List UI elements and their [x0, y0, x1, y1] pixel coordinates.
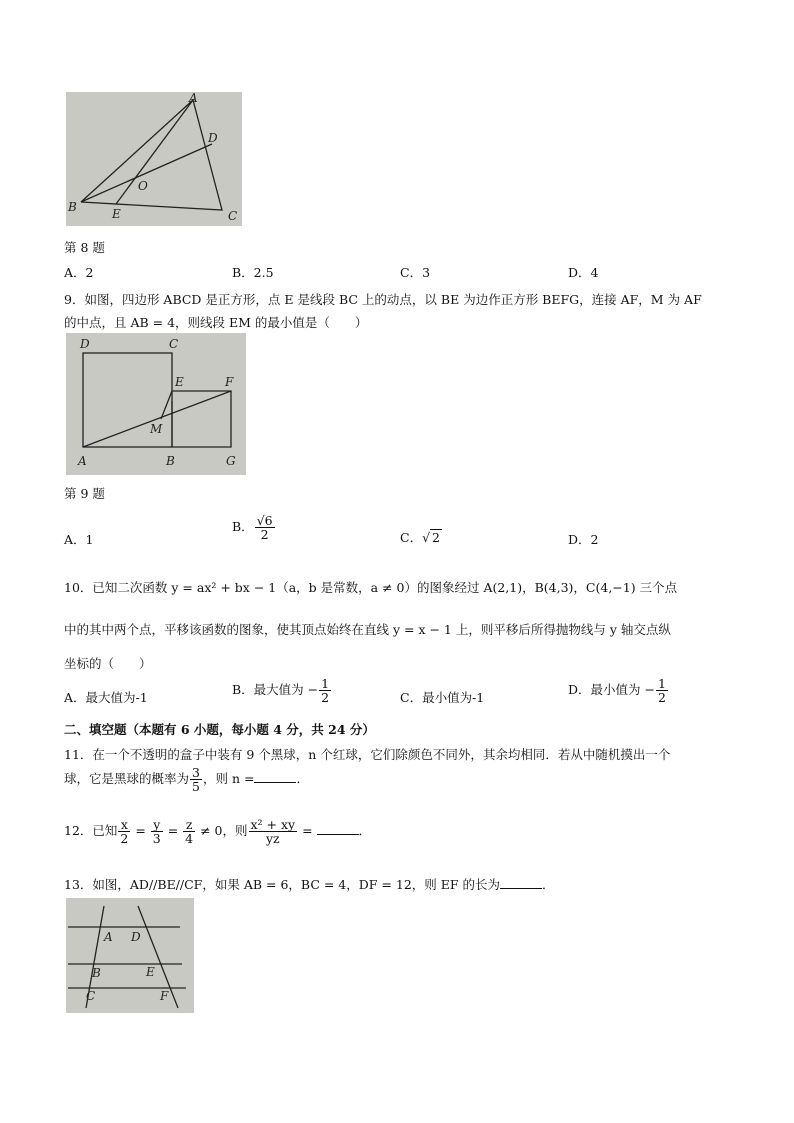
q10-option-d [568, 677, 669, 704]
answer-blank [254, 772, 296, 783]
fraction-denominator: 4 [185, 831, 194, 847]
figure-q8 [66, 92, 242, 226]
q11-line2-prefix: 球，它是黑球的概率为 [64, 771, 190, 787]
label-A: A [104, 930, 113, 944]
q12-eq: = [302, 823, 313, 839]
fraction-numerator: y [151, 818, 163, 832]
q10-option-d-label: D．最小值为 − [568, 682, 655, 698]
q10-option-b [232, 677, 332, 704]
label-A: A [189, 92, 198, 105]
label-G: G [226, 454, 236, 468]
q11-text-line1: 11．在一个不透明的盒子中装有 9 个黑球，n 个红球，它们除颜色不同外，其余均相同．若从中随机摸出一个 [64, 747, 671, 762]
q10-option-b-fraction [319, 677, 331, 704]
label-F: F [160, 989, 169, 1003]
q12-fraction-expression [249, 818, 298, 845]
q10-option-c: C．最小值为-1 [400, 690, 485, 705]
q8-option-a: A．2 [64, 265, 94, 280]
q9-option-c-label: C． [400, 530, 423, 545]
fraction-numerator: z [183, 818, 195, 832]
fraction-denominator: 2 [120, 831, 129, 847]
fraction-denominator: 2 [260, 527, 269, 543]
q13-text [64, 875, 555, 893]
q12-fraction-z [183, 818, 195, 845]
label-M: M [150, 422, 163, 436]
fraction-denominator: 5 [192, 779, 200, 795]
figure-q13-drawing [66, 898, 194, 1013]
fraction-numerator: √6 [256, 513, 273, 528]
q11-fraction [190, 766, 202, 793]
section-title: 二、填空题（本题有 6 小题，每小题 4 分，共 24 分） [64, 722, 375, 737]
caption-q8: 第 8 题 [64, 240, 105, 255]
label-D: D [131, 930, 141, 944]
label-A: A [78, 454, 87, 468]
q9-text-line1: 9．如图，四边形 ABCD 是正方形，点 E 是线段 BC 上的动点，以 BE 为边作正方形 BEFG，连接 AF，M 为 AF [64, 292, 702, 307]
label-D: D [80, 337, 90, 351]
fraction-numerator: 1 [657, 676, 666, 691]
q8-option-b: B．2.5 [232, 265, 274, 280]
label-C: C [169, 337, 179, 351]
q12-fraction-x [118, 818, 130, 845]
label-E: E [175, 375, 184, 389]
q13-line1: 13．如图，AD//BE//CF，如果 AB = 6，BC = 4，DF = 12，则 EF 的长为 [64, 877, 501, 892]
q12-fraction-y [151, 818, 163, 845]
label-E: E [146, 965, 155, 979]
q9-option-b-label: B． [232, 519, 254, 535]
q13-end: ． [542, 877, 555, 892]
label-B: B [166, 454, 175, 468]
q8-option-d: D．4 [568, 265, 599, 280]
q10-text-line2: 中的其中两个点，平移该函数的图象，使其顶点始终在直线 y = x − 1 上，则平移后所得抛物线与 y 轴交点纵 [64, 622, 671, 637]
q9-option-a: A．1 [64, 532, 94, 547]
q9-option-b [232, 514, 276, 541]
q12-end: ． [358, 823, 372, 839]
q9-option-b-fraction [255, 514, 275, 541]
answer-blank [317, 824, 359, 835]
label-B: B [92, 966, 101, 980]
q12-text: 12．已知 $\frac{x}{2}$ = $\frac{y}{3}$ = $\frac{z}{4}$ ≠ 0，则 $\frac{\text{x² + xy}}{yz}$ = ． [64, 817, 372, 847]
q9-text-line2: 的中点，且 AB = 4，则线段 EM 的最小值是（ ） [64, 315, 368, 330]
fraction-numerator: 1 [321, 676, 330, 691]
label-D: D [208, 131, 218, 145]
q12-neq: ≠ 0，则 [200, 823, 248, 839]
caption-q9: 第 9 题 [64, 486, 105, 501]
label-C: C [228, 209, 238, 223]
q10-option-d-fraction [656, 677, 668, 704]
q10-option-b-label: B．最大值为 − [232, 682, 319, 698]
fraction-denominator: 3 [152, 831, 161, 847]
q10-text-line1: 10．已知二次函数 y = ax² + bx − 1（a，b 是常数，a ≠ 0）的图象经过 A(2,1)，B(4,3)，C(4,−1) 三个点 [64, 580, 678, 595]
q9-option-c: C．√ 2 [400, 530, 440, 545]
fraction-numerator: 3 [192, 765, 200, 780]
q11-line2-suffix: ，则 n = [202, 771, 255, 787]
fraction-denominator: 2 [657, 690, 666, 706]
q12-prefix: 12．已知 [64, 823, 118, 839]
label-C: C [86, 989, 96, 1003]
q8-option-c: C．3 [400, 265, 431, 280]
q9-option-d: D．2 [568, 532, 599, 547]
fraction-denominator: 2 [321, 690, 330, 706]
figure-q8-drawing [66, 92, 242, 226]
label-B: B [68, 200, 77, 214]
fraction-denominator: yz [265, 831, 280, 847]
fraction-numerator: x [118, 818, 130, 832]
fraction-numerator: x² + xy [250, 817, 296, 832]
q11-text-line2 [64, 766, 309, 793]
label-O: O [138, 179, 148, 193]
figure-q9-drawing [66, 333, 246, 475]
label-E: E [112, 207, 121, 221]
q10-text-line3: 坐标的（ ） [64, 656, 152, 671]
q11-end: ． [296, 771, 309, 787]
figure-q13 [66, 898, 194, 1013]
figure-q9 [66, 333, 246, 475]
q9-option-c-radicand: 2 [432, 530, 440, 545]
label-F: F [225, 375, 234, 389]
q10-option-a: A．最大值为-1 [64, 690, 148, 705]
answer-blank [500, 878, 542, 889]
